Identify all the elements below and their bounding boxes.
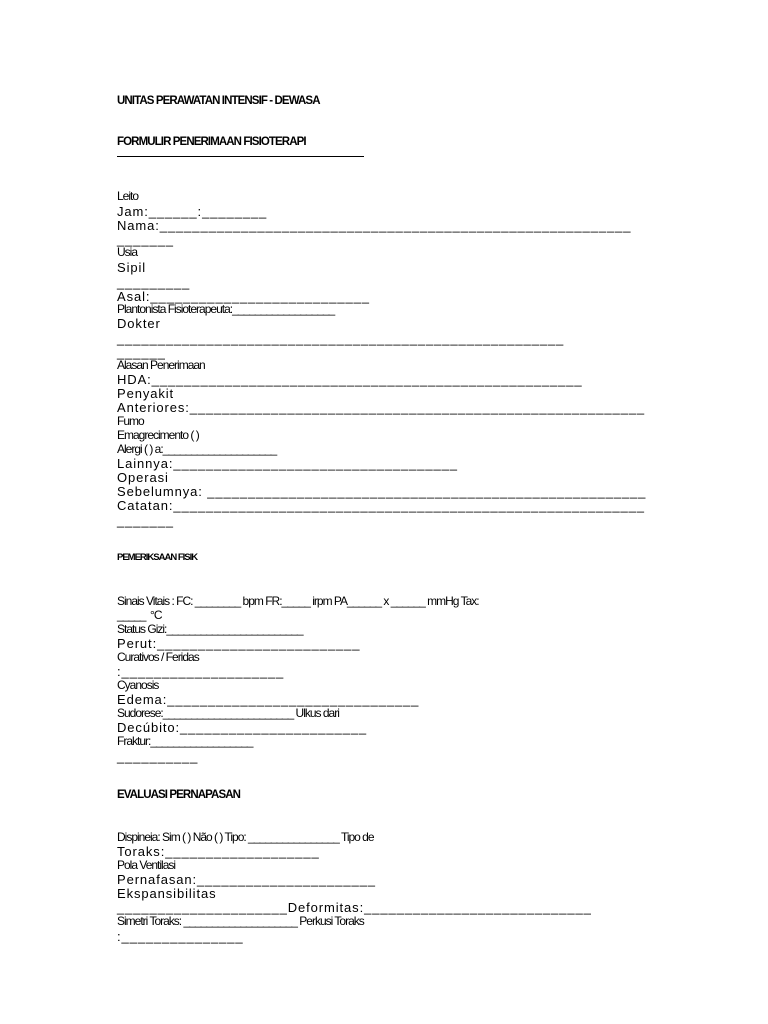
doctor-line: _______________________________________________________: [117, 331, 565, 346]
smoking-label: Fumo: [117, 414, 144, 428]
vital-signs-field: Sinais Vitais : FC: ________ bpm FR:_____ irpm PA______ x ______ mmHg Tax:: [117, 594, 479, 608]
physio-on-duty-field: Plantonista Fisioterapeuta:__________________: [117, 302, 335, 316]
origin-field: Asal:___________________________: [117, 289, 370, 304]
deformity-field: _____________________Deformitas:____________________________: [117, 900, 592, 915]
title-underline: [117, 156, 364, 157]
allergy-field: Alergi ( ) a:____________________: [117, 442, 277, 456]
bed-label: Leito: [117, 189, 139, 203]
dressings-wounds-line: :____________________: [117, 664, 285, 679]
time-field: Jam:______:________: [117, 204, 268, 219]
physical-exam-heading: PEMERIKSAAN FISIK: [117, 552, 198, 563]
thorax-field: Toraks:___________________: [117, 844, 320, 859]
temperature-field: _____ °C: [117, 608, 162, 622]
civil-status-label: Sipil: [117, 260, 147, 275]
name-field-continuation: _______: [117, 232, 174, 247]
name-field: Nama:__________________________________________________________: [117, 218, 632, 233]
weight-loss-checkbox-label: Emagrecimento ( ): [117, 428, 199, 442]
previous-diseases-field: Anteriores:________________________________________________________: [117, 400, 646, 415]
decubitus-field: Decúbito:_______________________: [117, 720, 368, 735]
previous-surgery-field: Sebelumnya: ______________________________________________________: [117, 484, 647, 499]
thorax-symmetry-field: Simetri Toraks: ____________________ Perkusi Toraks: [117, 914, 364, 928]
ventilation-pattern-label: Pola Ventilasi: [117, 858, 176, 872]
edema-field: Edema:_______________________________: [117, 692, 420, 707]
age-label: Usia: [117, 245, 138, 259]
disease-label: Penyakit: [117, 386, 175, 401]
admission-reason-label: Alasan Penerimaan: [117, 358, 205, 372]
notes-field: Catatan:__________________________________________________________: [117, 498, 645, 513]
respiratory-heading: EVALUASI PERNAPASAN: [117, 789, 241, 801]
nutrition-status-field: Status Gizi:________________________: [117, 622, 303, 636]
expansibility-label: Ekspansibilitas: [117, 886, 217, 901]
fracture-field: Fraktur:__________________: [117, 734, 253, 748]
cyanosis-label: Cyanosis: [117, 678, 159, 692]
hda-field: HDA:_____________________________________________________: [117, 372, 583, 387]
civil-status-line: _________: [117, 275, 191, 290]
other-field: Lainnya:___________________________________: [117, 456, 458, 471]
doctor-label: Dokter: [117, 316, 161, 331]
unit-heading: UNITAS PERAWATAN INTENSIF - DEWASA: [117, 95, 320, 107]
form-title: FORMULIR PENERIMAAN FISIOTERAPI: [117, 136, 306, 148]
doctor-line-continuation: ______: [117, 345, 166, 360]
surgery-label: Operasi: [117, 470, 169, 485]
abdomen-field: Perut:_________________________: [117, 636, 361, 651]
fracture-line-continuation: __________: [117, 749, 199, 764]
thorax-percussion-line: :_______________: [117, 929, 244, 944]
breathing-field: Pernafasan:______________________: [117, 872, 376, 887]
sweating-field: Sudorese:_______________________ Ulkus dari: [117, 706, 339, 720]
dyspnea-field: Dispineia: Sim ( ) Não ( ) Tipo: ________________ Tipo de: [117, 830, 374, 844]
dressings-wounds-label: Curativos / Feridas: [117, 650, 199, 664]
notes-field-continuation: _______: [117, 513, 174, 528]
